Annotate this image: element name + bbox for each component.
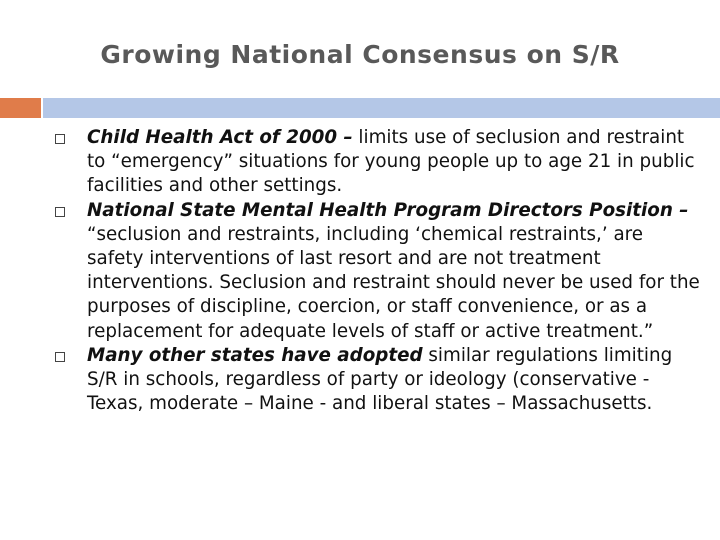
bullet-lead: Child Health Act of 2000 –: [87, 127, 353, 148]
square-bullet-icon: [55, 207, 65, 217]
bullet-body: limits use of seclusion and restraint to “emergency” situations for young people up to age 21 in public facilities and other settings.: [87, 127, 695, 197]
bullet-item: [48, 126, 703, 199]
slide-title: Growing National Consensus on S/R: [100, 40, 620, 69]
bullet-lead: Many other states have adopted: [87, 344, 423, 366]
bullet-text: [87, 344, 703, 417]
bullet-list: [48, 126, 703, 416]
bullet-lead: National State Mental Health Program Directors Position –: [87, 199, 689, 221]
accent-bar-blue: [43, 98, 720, 118]
bullet-body: “seclusion and restraints, including ‘chemical restraints,’ are safety interventions of last resort and are not treatment interventions. Seclusion and restraint should never be used for the purposes of discipline, coercion, or staff convenience, or as a replacement for adequate levels of staff or active treatment.”: [87, 223, 700, 342]
square-bullet-icon: [55, 352, 65, 362]
bullet-text: [87, 199, 703, 344]
accent-bar-orange: [0, 98, 41, 118]
bullet-text: [87, 126, 703, 199]
bullet-item: [48, 344, 703, 417]
bullet-body: similar regulations limiting S/R in schools, regardless of party or ideology (conservative - Texas, moderate – Maine - and liberal states – Massachusetts.: [87, 344, 673, 415]
bullet-item: [48, 199, 703, 344]
square-bullet-icon: [55, 134, 65, 144]
